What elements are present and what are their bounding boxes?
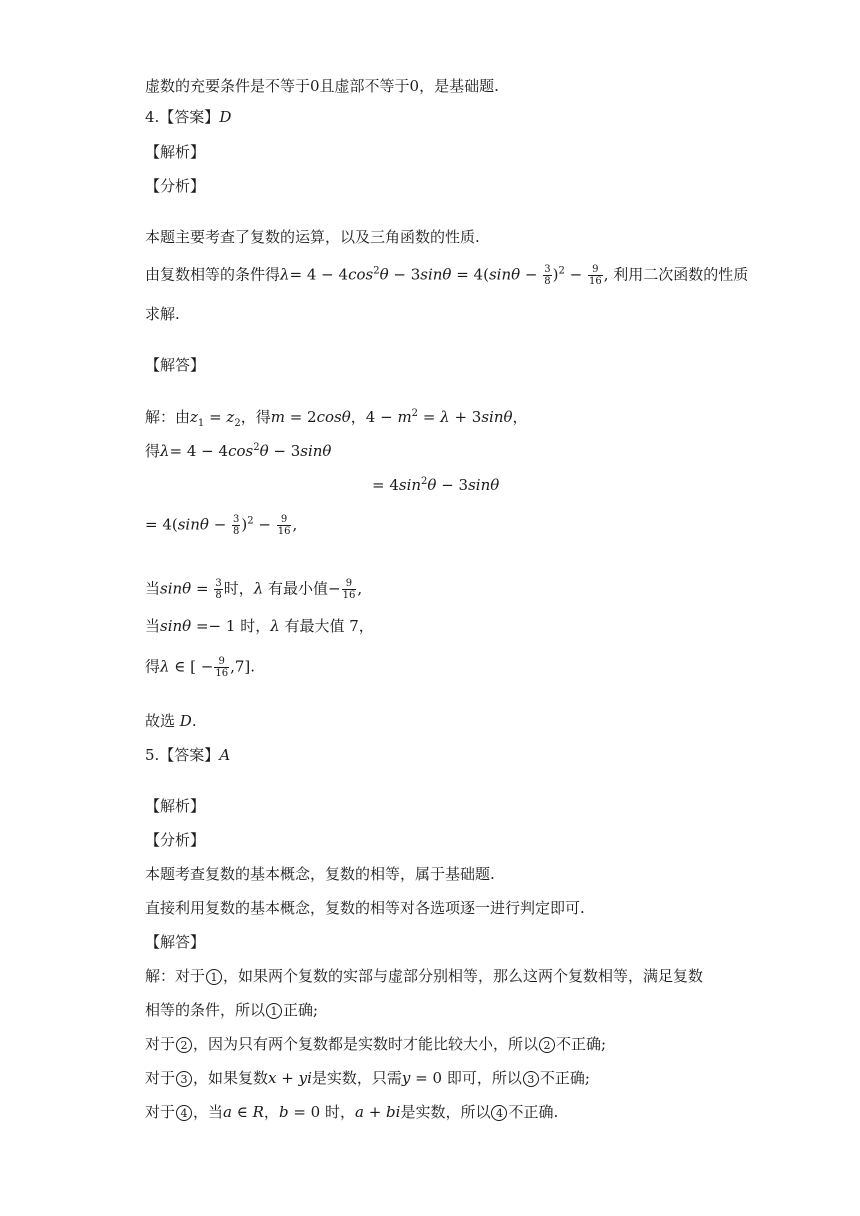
text: 本题主要考查了复数的运算，以及三角函数的性质. bbox=[145, 228, 480, 246]
text: 时， bbox=[223, 579, 254, 598]
text-line bbox=[145, 76, 499, 96]
answer-line-q4 bbox=[145, 107, 231, 127]
text-line bbox=[145, 1034, 606, 1054]
text-line bbox=[145, 1000, 318, 1020]
text: 时， bbox=[235, 617, 271, 635]
section-heading bbox=[145, 796, 205, 816]
math-line: 得$\lambda= 4 - 4\cos^2\theta - 3\sin\theta$ bbox=[145, 442, 332, 460]
text: 本题考查复数的基本概念，复数的相等，属于基础题. bbox=[145, 865, 495, 883]
text: 不正确. bbox=[508, 1103, 559, 1121]
answer-value: D bbox=[219, 108, 232, 126]
circled-number: 2 bbox=[176, 1037, 192, 1053]
text: 是实数，只需 bbox=[311, 1069, 402, 1087]
text: 是实数，所以 bbox=[400, 1103, 491, 1121]
math: − bbox=[520, 265, 543, 284]
text: ， bbox=[350, 408, 366, 426]
math: λ bbox=[280, 265, 290, 284]
answer-label: 4.【答案】 bbox=[145, 108, 220, 126]
text: 对于 bbox=[145, 1035, 176, 1053]
fraction: $\frac{9}{16}$ bbox=[277, 514, 291, 537]
circled-number: 4 bbox=[176, 1105, 192, 1121]
text: 解：由 bbox=[145, 408, 191, 426]
text-line bbox=[145, 227, 480, 247]
circled-number: 3 bbox=[523, 1071, 539, 1087]
math: θ bbox=[442, 265, 452, 284]
text: 不正确; bbox=[556, 1035, 607, 1053]
text: ，当 bbox=[193, 1103, 224, 1121]
text: . bbox=[191, 712, 197, 730]
math: sin bbox=[420, 265, 443, 284]
text: 当 bbox=[145, 579, 161, 598]
math-line: 解：由$z_1 = z_2$，得m = 2cosθ，$4 - m^2 = \lambda + 3\sin\theta$， bbox=[145, 408, 528, 429]
text: 有最小值 bbox=[263, 579, 328, 598]
text-line bbox=[145, 966, 703, 986]
text: 正确; bbox=[283, 1001, 319, 1019]
text: , 利用二次函数的性质 bbox=[603, 265, 749, 284]
math-line: 得λ ∈ [ − $\frac{9}{16}$ ,7]. bbox=[145, 656, 256, 679]
math-line: 当sinθ =− 1 时，λ 有最大值 7， bbox=[145, 617, 374, 635]
math: θ bbox=[379, 265, 389, 284]
section-heading bbox=[145, 142, 205, 162]
circled-number: 1 bbox=[266, 1003, 282, 1019]
fraction: $\frac{3}{8}$ bbox=[215, 578, 222, 601]
math: = 4 − 4 bbox=[289, 265, 349, 284]
text: 即可，所以 bbox=[442, 1069, 522, 1087]
text: 得 bbox=[145, 657, 161, 676]
answer-line-q5 bbox=[145, 745, 230, 765]
circled-number: 4 bbox=[491, 1105, 507, 1121]
section-heading bbox=[145, 176, 205, 196]
text: 相等的条件，所以 bbox=[145, 1001, 266, 1019]
text: 对于 bbox=[145, 1103, 176, 1121]
text: ，因为只有两个复数都是实数时才能比较大小，所以 bbox=[193, 1035, 539, 1053]
math: sin bbox=[488, 265, 512, 284]
section-heading bbox=[145, 355, 205, 375]
math-line: 当sinθ = $\frac{3}{8}$ 时，λ 有最小值− $\frac{9}{16}$ , bbox=[145, 578, 363, 601]
heading-text: 【解析】 bbox=[145, 143, 206, 161]
answer-value: D bbox=[179, 712, 192, 730]
math-line: = $4\sin^2\theta - 3\sin\theta$ bbox=[372, 476, 500, 494]
text-line: 对于 4 ，当a ∈ R，b = 0 时，a + bi是实数，所以 4 不正确. bbox=[145, 1103, 559, 1121]
math-line: = 4(sinθ − $\frac{3}{8}$ )$^2$ − $\frac{9}{16}$ , bbox=[145, 514, 298, 537]
answer-label: 5.【答案】 bbox=[145, 746, 220, 764]
text-line: 对于 3 ，如果复数x + yi是实数，只需y = 0 即可，所以 3 不正确; bbox=[145, 1069, 590, 1087]
text: ，如果两个复数的实部与虚部分别相等，那么这两个复数相等，满足复数 bbox=[223, 967, 704, 985]
fraction: $\frac{9}{16}$ bbox=[342, 578, 356, 601]
answer-value: A bbox=[219, 746, 231, 764]
text: ，得 bbox=[240, 408, 271, 426]
math: ) bbox=[552, 265, 559, 284]
math: 2 bbox=[558, 265, 565, 277]
fraction: $\frac{3}{8}$ bbox=[544, 264, 551, 287]
text: 故选 bbox=[145, 712, 180, 730]
circled-number: 1 bbox=[206, 969, 222, 985]
text: 时， bbox=[320, 1103, 355, 1121]
math: cos bbox=[348, 265, 374, 284]
text: ， bbox=[512, 408, 528, 426]
text-line bbox=[145, 898, 585, 918]
heading-text: 【解答】 bbox=[145, 933, 206, 951]
heading-text: 【分析】 bbox=[145, 177, 206, 195]
circled-number: 2 bbox=[539, 1037, 555, 1053]
text: 解：对于 bbox=[145, 967, 206, 985]
text: 对于 bbox=[145, 1069, 176, 1087]
text: 直接利用复数的基本概念，复数的相等对各选项逐一进行判定即可. bbox=[145, 899, 585, 917]
math: − bbox=[564, 265, 587, 284]
text: . bbox=[250, 657, 256, 676]
text-line bbox=[145, 304, 180, 324]
fraction: $\frac{9}{16}$ bbox=[588, 264, 602, 287]
text: 求解. bbox=[145, 305, 180, 323]
text: 由复数相等的条件得 bbox=[145, 265, 281, 284]
circled-number: 3 bbox=[176, 1071, 192, 1087]
math-line bbox=[145, 264, 748, 287]
heading-text: 【解答】 bbox=[145, 356, 206, 374]
section-heading bbox=[145, 932, 205, 952]
fraction: $\frac{9}{16}$ bbox=[215, 656, 229, 679]
text: 当 bbox=[145, 617, 161, 635]
text: , bbox=[357, 579, 363, 598]
heading-text: 【解析】 bbox=[145, 797, 206, 815]
text: 虚数的充要条件是不等于0且虚部不等于0，是基础题. bbox=[145, 77, 499, 95]
math: = 4( bbox=[451, 265, 489, 284]
text-line bbox=[145, 864, 495, 884]
math: θ bbox=[511, 265, 521, 284]
text: ， bbox=[263, 1103, 279, 1121]
heading-text: 【分析】 bbox=[145, 831, 206, 849]
math: 2 bbox=[373, 265, 380, 277]
conclusion-line bbox=[145, 711, 197, 731]
fraction: $\frac{3}{8}$ bbox=[233, 514, 240, 537]
text: 得 bbox=[145, 442, 161, 460]
text: 有最大值 7， bbox=[279, 617, 374, 635]
text: ，如果复数 bbox=[193, 1069, 269, 1087]
text: 不正确; bbox=[539, 1069, 590, 1087]
section-heading bbox=[145, 830, 205, 850]
math: − 3 bbox=[388, 265, 421, 284]
